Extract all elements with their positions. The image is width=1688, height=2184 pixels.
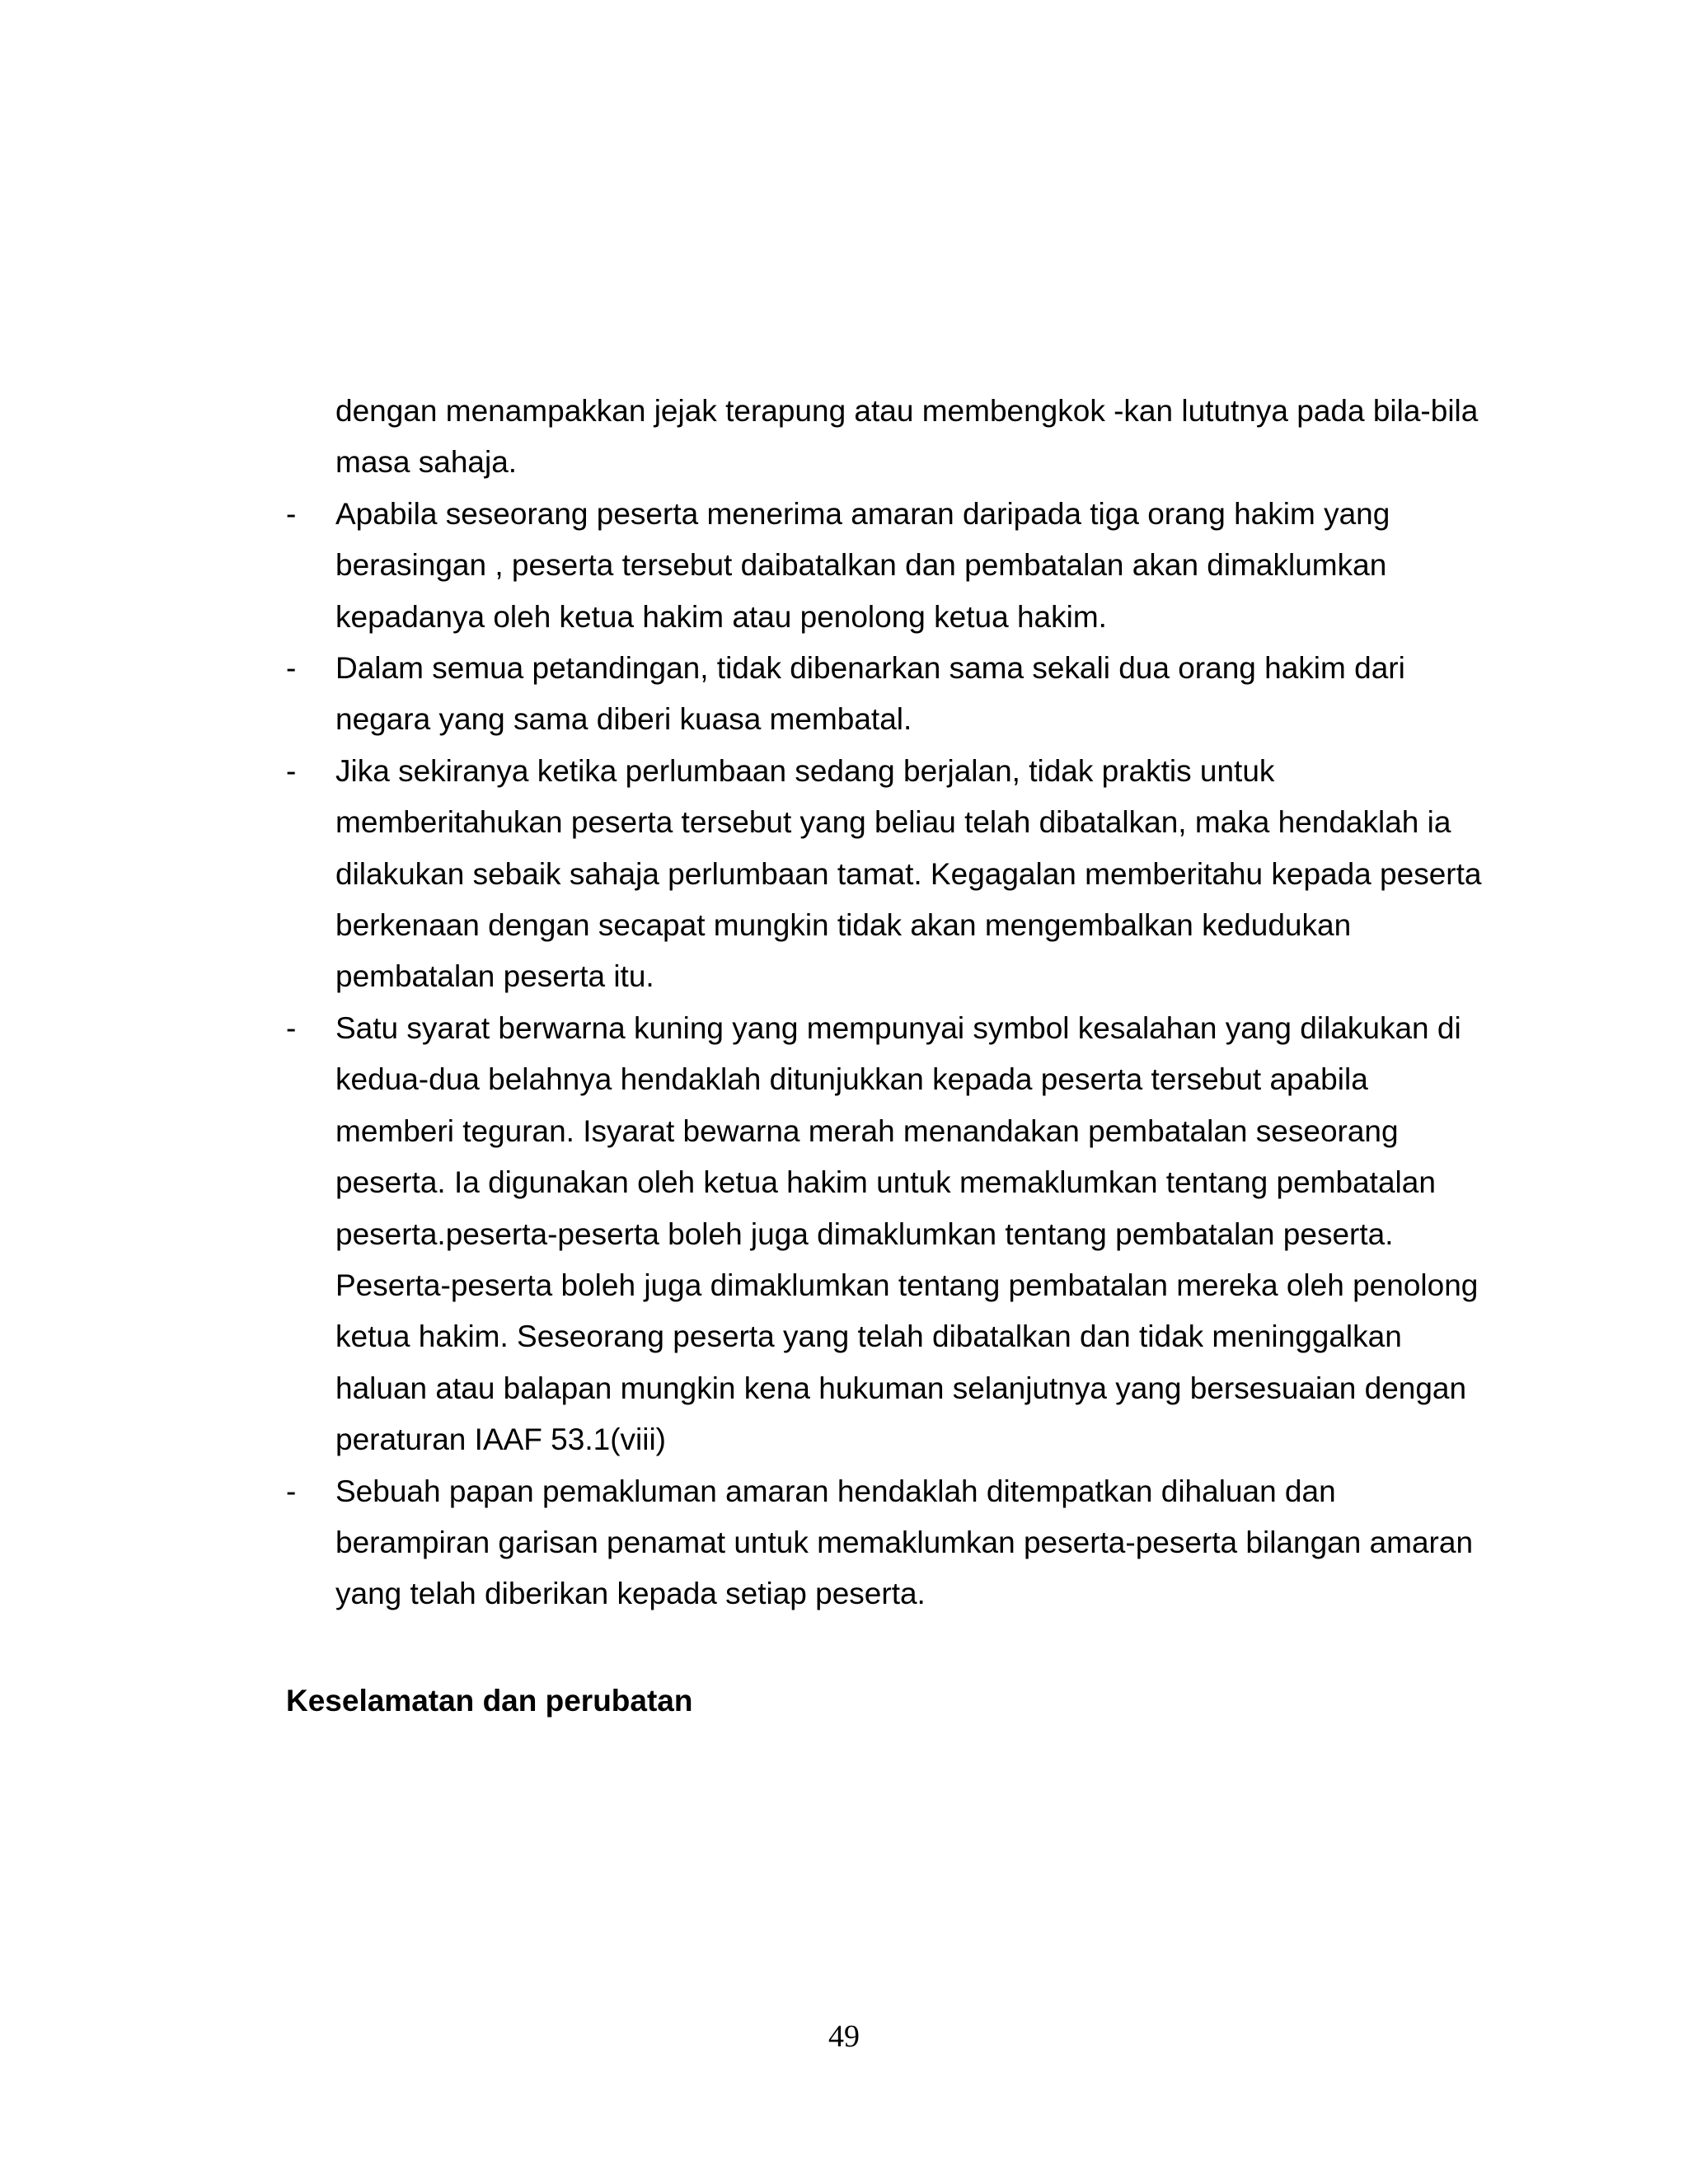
bullet-line: pembatalan peserta itu. — [335, 959, 654, 994]
section-heading: Keselamatan dan perubatan — [286, 1684, 693, 1718]
bullet-dash: - — [286, 753, 297, 788]
bullet-item — [286, 489, 1473, 643]
bullet-line: Dalam semua petandingan, tidak dibenarkan sama sekali dua orang hakim dari — [335, 651, 1405, 686]
bullet-dash: - — [286, 1474, 297, 1508]
bullet-line: memberitahukan peserta tersebut yang beliau telah dibatalkan, maka hendaklah ia — [335, 805, 1451, 840]
bullet-line: Jika sekiranya ketika perlumbaan sedang berjalan, tidak praktis untuk — [335, 753, 1275, 788]
bullet-line: Peserta-peserta boleh juga dimaklumkan tentang pembatalan mereka oleh penolong — [335, 1268, 1479, 1302]
bullet-line: dilakukan sebaik sahaja perlumbaan tamat. Kegagalan memberitahu kepada peserta — [335, 856, 1482, 891]
bullet-line: kepadanya oleh ketua hakim atau penolong ketua hakim. — [335, 599, 1107, 634]
bullet-line: memberi teguran. Isyarat bewarna merah menandakan pembatalan seseorang — [335, 1113, 1399, 1148]
bullet-line: negara yang sama diberi kuasa membatal. — [335, 702, 912, 737]
bullet-line: yang telah diberikan kepada setiap peserta. — [335, 1577, 926, 1611]
bullet-dash: - — [286, 651, 297, 686]
bullet-item — [286, 643, 1473, 746]
bullet-line: ketua hakim. Seseorang peserta yang telah dibatalkan dan tidak meninggalkan — [335, 1319, 1402, 1354]
bullet-line: Sebuah papan pemakluman amaran hendaklah ditempatkan dihaluan dan — [335, 1474, 1336, 1508]
bullet-item — [286, 746, 1482, 1003]
bullet-line: peraturan IAAF 53.1(viii) — [335, 1422, 667, 1457]
intro-line: masa sahaja. — [335, 445, 518, 480]
bullet-line: Satu syarat berwarna kuning yang mempunyai symbol kesalahan yang dilakukan di — [335, 1010, 1461, 1045]
bullet-item — [286, 1466, 1473, 1620]
bullet-line: Apabila seseorang peserta menerima amaran daripada tiga orang hakim yang — [335, 496, 1390, 531]
bullet-line: berampiran garisan penamat untuk memaklumkan peserta-peserta bilangan amaran — [335, 1525, 1474, 1559]
page-number: 49 — [828, 2019, 860, 2054]
bullet-line: peserta. Ia digunakan oleh ketua hakim untuk memaklumkan tentang pembatalan — [335, 1165, 1436, 1200]
document-body — [286, 386, 1482, 1620]
bullet-line: berasingan , peserta tersebut daibatalkan dan pembatalan akan dimaklumkan — [335, 548, 1387, 583]
bullet-item — [286, 1003, 1479, 1466]
bullet-dash: - — [286, 1010, 297, 1045]
bullet-line: haluan atau balapan mungkin kena hukuman selanjutnya yang bersesuaian dengan — [335, 1371, 1467, 1405]
intro-line: dengan menampakkan jejak terapung atau membengkok -kan lututnya pada bila-bila — [335, 394, 1479, 428]
bullet-dash: - — [286, 496, 297, 531]
bullet-line: kedua-dua belahnya hendaklah ditunjukkan kepada peserta tersebut apabila — [335, 1062, 1368, 1097]
bullet-line: peserta.peserta-peserta boleh juga dimaklumkan tentang pembatalan peserta. — [335, 1216, 1394, 1251]
bullet-line: berkenaan dengan secapat mungkin tidak akan mengembalkan kedudukan — [335, 908, 1352, 943]
